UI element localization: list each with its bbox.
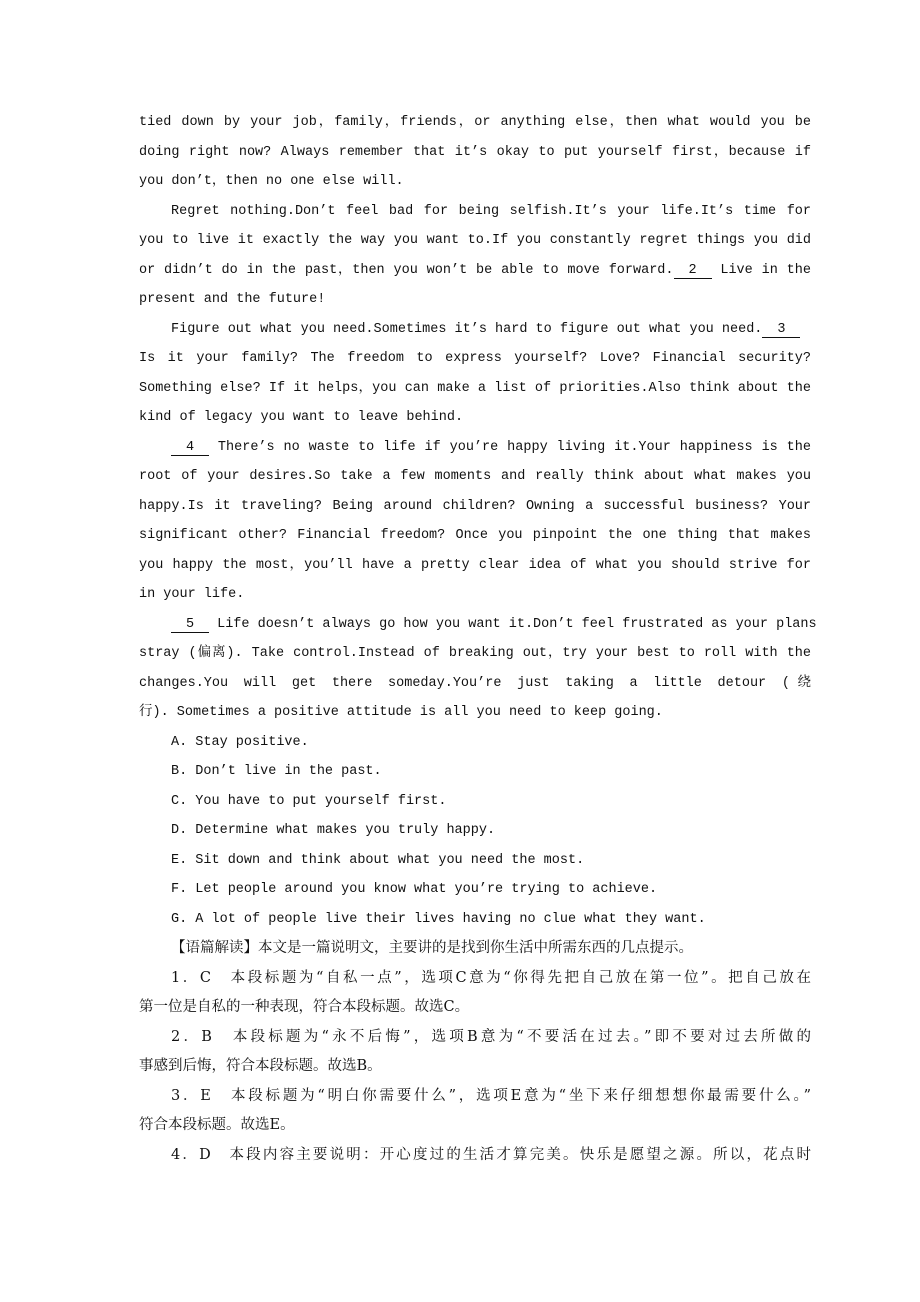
line-text: Live in the [711, 262, 811, 278]
text-line [139, 816, 811, 846]
line-text: 事感到后悔，符合本段标题。故选B。 [139, 1058, 382, 1074]
line-text: C. You have to put yourself first. [171, 793, 447, 809]
line-text: significant other? Financial freedom? Once you pinpoint the one thing that makes [139, 528, 811, 543]
text-line [139, 226, 811, 256]
text-line [139, 167, 811, 197]
line-text: 1．C 本段标题为“自私一点”，选项C意为“你得先把自己放在第一位”。把自己放在 [171, 969, 811, 986]
line-text: kind of legacy you want to leave behind. [139, 410, 464, 425]
text-line [139, 197, 811, 227]
line-text: you don’t，then no one else will. [139, 174, 404, 189]
line-text: Is it your family? The freedom to express yourself? Love? Financial security? [139, 351, 811, 366]
document-body [139, 108, 817, 1170]
line-text: Regret nothing.Don’t feel bad for being selfish.It’s your life.It’s time for [171, 203, 811, 219]
text-line [139, 492, 811, 522]
text-line [139, 698, 811, 728]
line-text: E. Sit down and think about what you need the most. [171, 852, 585, 868]
text-line [139, 993, 811, 1023]
line-text: 3．E 本段标题为“明白你需要什么”，选项E意为“坐下来仔细想想你最需要什么。” [171, 1087, 811, 1104]
text-line [139, 1111, 811, 1141]
line-text: or didn’t do in the past，then you won’t be able to move forward. [139, 262, 674, 278]
text-line [139, 610, 817, 640]
line-text: Figure out what you need.Sometimes it’s hard to figure out what you need. [171, 321, 763, 337]
text-line [139, 551, 811, 581]
text-line [139, 344, 811, 374]
text-line [139, 403, 811, 433]
line-text: root of your desires.So take a few moments and really think about what makes you [139, 469, 811, 484]
line-text: 【语篇解读】本文是一篇说明文，主要讲的是找到你生活中所需东西的几点提示。 [171, 940, 693, 956]
text-line [139, 108, 811, 138]
line-text: 第一位是自私的一种表现，符合本段标题。故选C。 [139, 999, 470, 1015]
line-text: changes.You will get there someday.You’re just taking a little detour (绕 [139, 675, 811, 691]
text-line [139, 315, 811, 345]
text-line [139, 639, 811, 669]
text-line [139, 462, 811, 492]
text-line [139, 374, 811, 404]
line-text: A. Stay positive. [171, 734, 309, 750]
text-line [139, 728, 811, 758]
text-line [139, 757, 811, 787]
line-text: Something else? If it helps，you can make a list of priorities.Also think about the [139, 380, 811, 396]
line-text: D. Determine what makes you truly happy. [171, 823, 496, 838]
line-text: 符合本段标题。故选E。 [139, 1117, 295, 1133]
line-text: you happy the most，you’ll have a pretty clear idea of what you should strive for [139, 557, 811, 573]
text-line [139, 138, 811, 168]
text-line [139, 787, 811, 817]
text-line [139, 846, 811, 876]
line-text: you to live it exactly the way you want to.If you constantly regret things you did [139, 233, 811, 248]
line-text: B. Don’t live in the past. [171, 764, 382, 779]
line-text: 2．B 本段标题为“永不后悔”，选项B意为“不要活在过去。”即不要对过去所做的 [171, 1028, 811, 1045]
line-text: in your life. [139, 587, 245, 602]
answer-blank: 3 [762, 322, 800, 338]
text-line [139, 875, 811, 905]
text-line [139, 934, 811, 964]
line-text: tied down by your job，family，friends，or anything else，then what would you be [139, 115, 811, 130]
line-text: stray (偏离). Take control.Instead of breaking out，try your best to roll with the [139, 646, 811, 661]
answer-blank: 2 [674, 263, 712, 279]
text-line [139, 669, 811, 699]
line-text: happy.Is it traveling? Being around children? Owning a successful business? Your [139, 498, 811, 514]
line-text: F. Let people around you know what you’re trying to achieve. [171, 882, 658, 897]
line-text: There’s no waste to life if you’re happy living it.Your happiness is the [209, 439, 811, 455]
text-line [139, 1052, 811, 1082]
text-line [139, 964, 811, 994]
text-line [139, 433, 811, 463]
line-text: present and the future! [139, 292, 326, 307]
answer-blank: 5 [171, 617, 209, 633]
line-text: 行). Sometimes a positive attitude is all you need to keep going. [139, 705, 663, 720]
line-text: 4．D 本段内容主要说明：开心度过的生活才算完美。快乐是愿望之源。所以，花点时 [171, 1146, 811, 1163]
line-text: Life doesn’t always go how you want it.Don’t feel frustrated as your plans [209, 616, 817, 632]
text-line [139, 1141, 811, 1171]
text-line [139, 285, 811, 315]
line-text: doing right now? Always remember that it’s okay to put yourself first，because if [139, 144, 811, 160]
text-line [139, 1082, 811, 1112]
text-line [139, 256, 811, 286]
text-line [139, 905, 811, 935]
answer-blank: 4 [171, 440, 209, 456]
line-text: G. A lot of people live their lives having no clue what they want. [171, 911, 706, 927]
text-line [139, 1023, 811, 1053]
text-line [139, 521, 811, 551]
text-line [139, 580, 811, 610]
